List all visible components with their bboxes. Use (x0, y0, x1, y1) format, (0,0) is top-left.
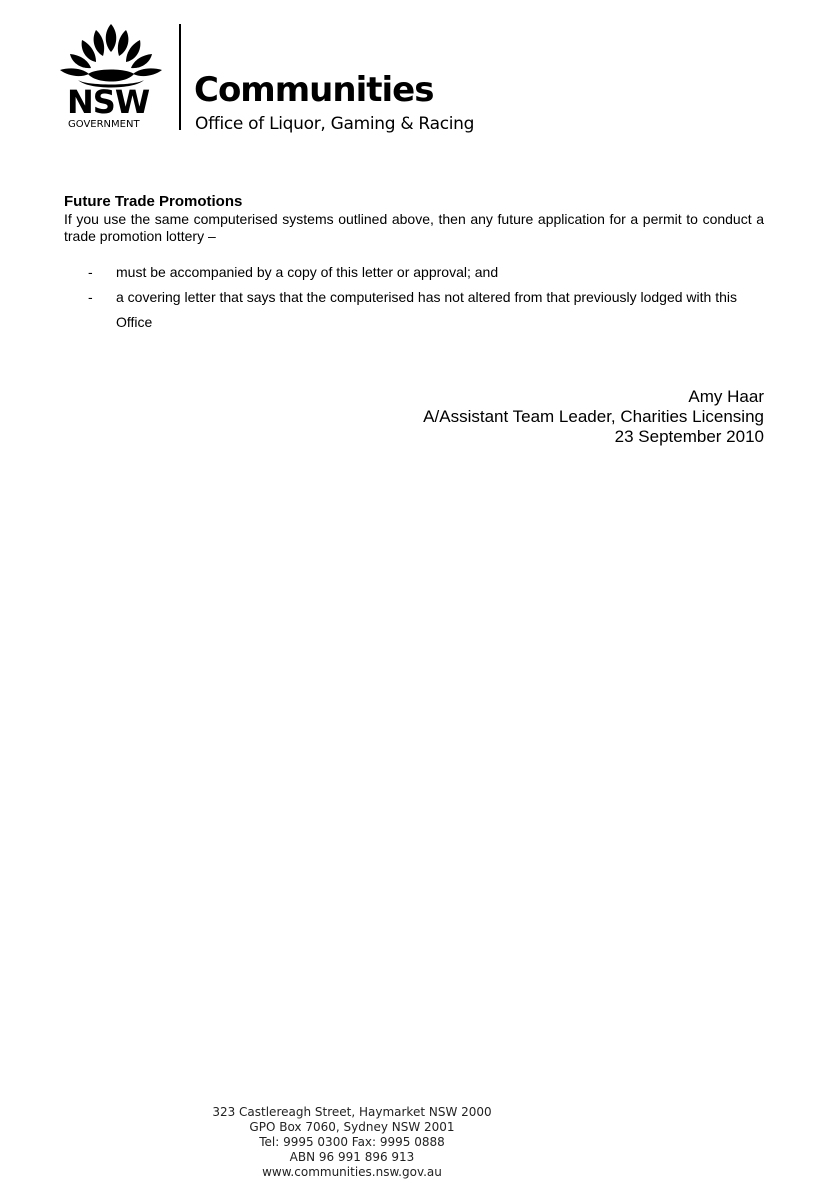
logo-government-text: GOVERNMENT (68, 119, 140, 130)
letterhead-divider (179, 24, 181, 130)
footer-address (202, 1105, 502, 1180)
signatory-title: A/Assistant Team Leader, Charities Licensing (423, 407, 764, 426)
footer-street: 323 Castlereagh Street, Haymarket NSW 2000 (212, 1105, 492, 1119)
signature-date: 23 September 2010 (614, 427, 764, 446)
requirements-list (88, 260, 764, 335)
list-item-text: a covering letter that says that the computerised has not altered from that previously lodged with this Office (116, 289, 737, 330)
footer-abn: ABN 96 991 896 913 (289, 1150, 415, 1164)
nsw-government-logo (58, 22, 164, 132)
office-name: Office of Liquor, Gaming & Racing (195, 114, 475, 134)
list-item (88, 285, 764, 335)
signatory-name: Amy Haar (688, 387, 764, 406)
department-name: Communities (194, 70, 434, 110)
list-item (88, 260, 764, 285)
intro-paragraph: If you use the same computerised systems outlined above, then any future application for a permit to conduct a trade promotion lottery – (64, 211, 764, 244)
signature-block (423, 387, 764, 447)
logo-nsw-text: NSW (67, 83, 150, 121)
footer-postal: GPO Box 7060, Sydney NSW 2001 (249, 1120, 455, 1134)
bullet-dash: - (88, 264, 93, 280)
section-heading: Future Trade Promotions (64, 193, 243, 210)
bullet-dash: - (88, 289, 93, 305)
footer-website[interactable]: www.communities.nsw.gov.au (262, 1165, 442, 1179)
footer-phone: Tel: 9995 0300 Fax: 9995 0888 (259, 1135, 445, 1149)
list-item-text: must be accompanied by a copy of this letter or approval; and (116, 264, 499, 280)
